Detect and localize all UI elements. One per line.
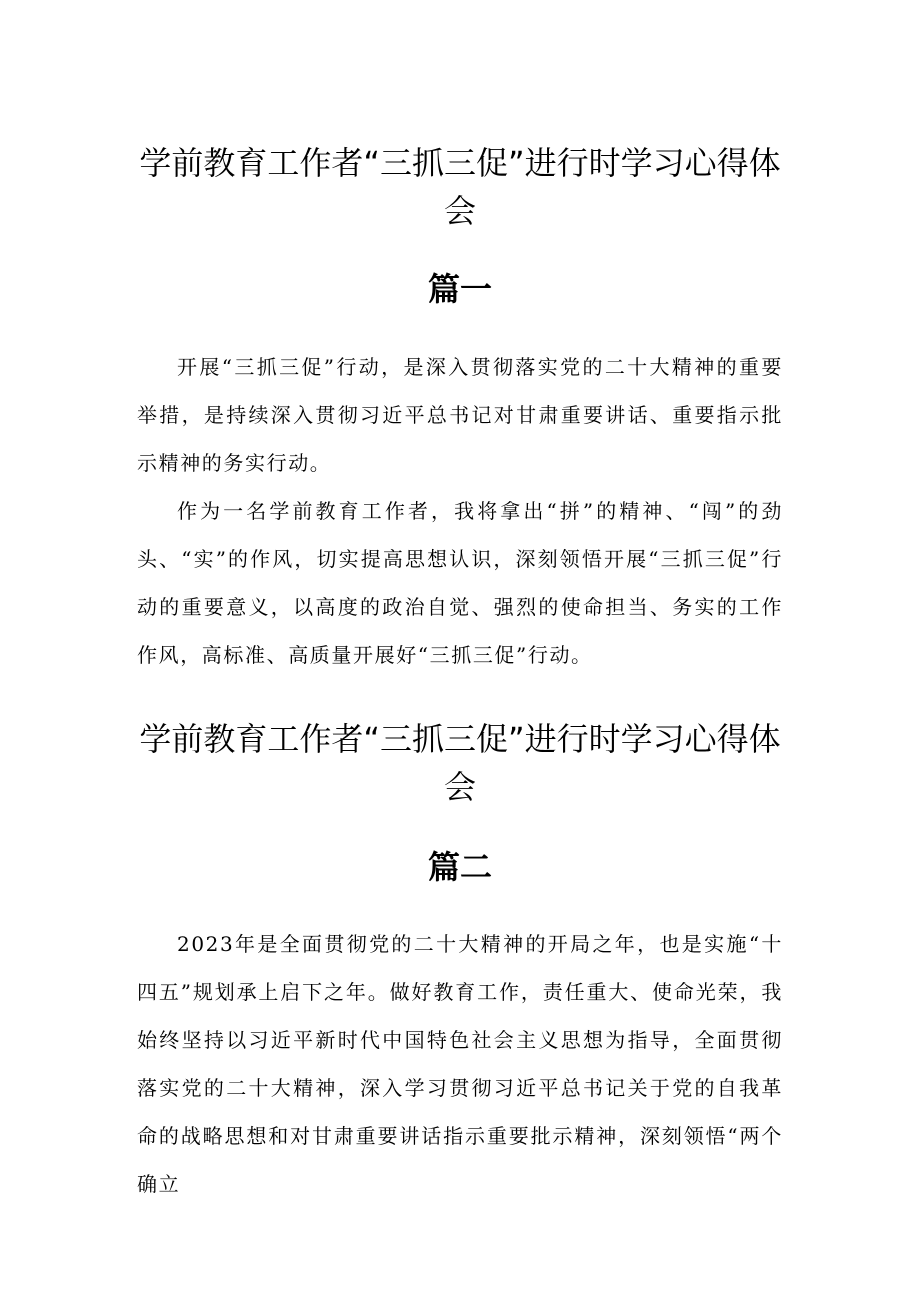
paragraph: 开展“三抓三促”行动，是深入贯彻落实党的二十大精神的重要举措，是持续深入贯彻习近平总书记对甘肃重要讲话、重要指示批示精神的务实行动。	[137, 355, 783, 475]
article-body-1	[137, 343, 783, 679]
article-body-2	[137, 920, 783, 1208]
paragraph: 2023年是全面贯彻党的二十大精神的开局之年，也是实施“十四五”规划承上启下之年。做好教育工作，责任重大、使命光荣，我始终坚持以习近平新时代中国特色社会主义思想为指导，全面贯彻落实党的二十大精神，深入学习贯彻习近平总书记关于党的自我革命的战略思想和对甘肃重要讲话指示重要批示精神，深刻领悟“两个确立	[137, 932, 783, 1196]
paragraph: 作为一名学前教育工作者，我将拿出“拼”的精神、“闯”的劲头、“实”的作风，切实提高思想认识，深刻领悟开展“三抓三促”行动的重要意义，以高度的政治自觉、强烈的使命担当、务实的工作作风，高标准、高质量开展好“三抓三促”行动。	[137, 499, 783, 667]
section-heading-1: 篇一	[427, 270, 492, 308]
section-heading-2: 篇二	[427, 848, 492, 886]
article-title-1: 学前教育工作者“三抓三促”进行时学习心得体会	[139, 144, 781, 230]
article-title-2: 学前教育工作者“三抓三促”进行时学习心得体会	[139, 720, 781, 806]
